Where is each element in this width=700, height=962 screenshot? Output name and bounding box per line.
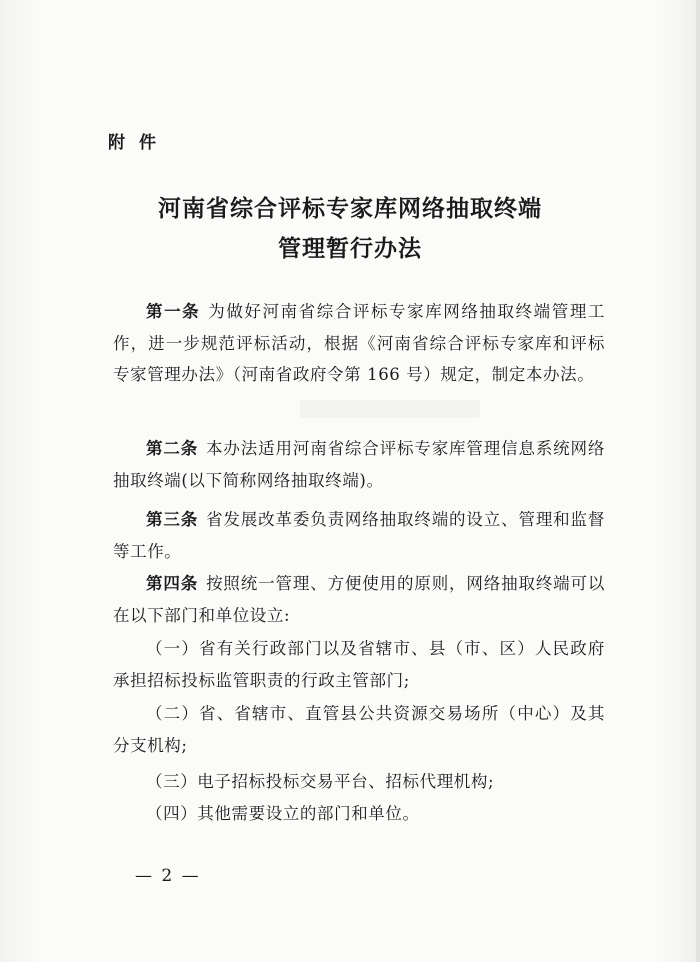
article-label: 第四条 [146,574,199,593]
article-label: 第二条 [146,439,199,458]
article-4 [113,568,605,631]
article-2 [113,433,605,496]
article-text: 为做好河南省综合评标专家库网络抽取终端管理工作，进一步规范评标活动，根据《河南省综合评标专家库和评标专家管理办法》（河南省政府令第 166 号）规定，制定本办法。 [113,302,605,384]
article-text: 本办法适用河南省综合评标专家库管理信息系统网络抽取终端(以下简称网络抽取终端)。 [113,439,605,490]
article-1 [113,296,605,391]
scan-edge [696,0,700,962]
list-item: （三）电子招标投标交易平台、招标代理机构; [146,772,495,791]
attachment-label: 附件 [108,133,170,153]
document-title-line-2: 管理暂行办法 [278,236,422,262]
article-label: 第三条 [146,510,199,529]
document-title-line-1: 河南省综合评标专家库网络抽取终端 [158,196,542,222]
article-text: 按照统一管理、方便使用的原则，网络抽取终端可以在以下部门和单位设立: [113,574,605,625]
article-text: 省发展改革委负责网络抽取终端的设立、管理和监督等工作。 [113,510,605,561]
list-item: （二）省、省辖市、直管县公共资源交易场所（中心）及其分支机构; [113,704,605,755]
list-item: （四）其他需要设立的部门和单位。 [146,804,420,823]
page-number: — 2 — [135,866,201,886]
bleed-through-mark [300,400,480,418]
list-item: （一）省有关行政部门以及省辖市、县（市、区）人民政府承担招标投标监管职责的行政主管部门; [113,639,605,690]
article-label: 第一条 [146,302,201,321]
article-3 [113,504,605,567]
